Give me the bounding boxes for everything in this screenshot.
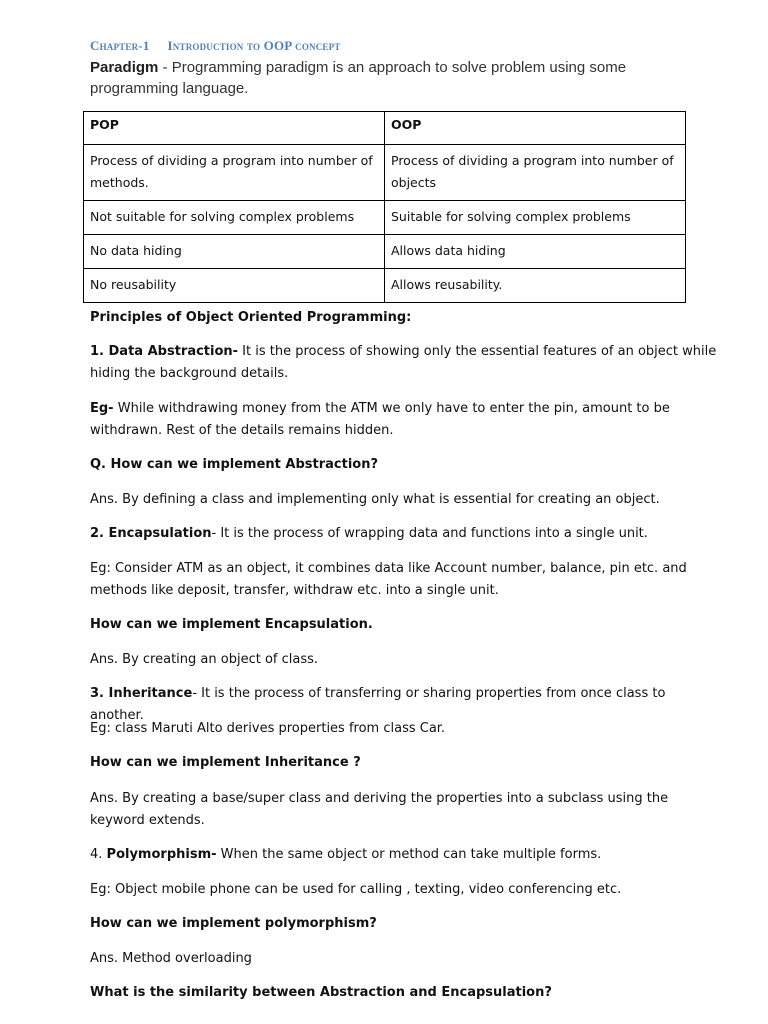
chapter-title: Introduction to OOP concept	[167, 38, 341, 53]
table-cell: No reusability	[84, 269, 385, 303]
table-row	[84, 145, 686, 201]
pop-oop-comparison-table	[83, 111, 686, 303]
table-cell: Not suitable for solving complex problems	[84, 201, 385, 235]
encapsulation-example: Eg: Consider ATM as an object, it combines data like Account number, balance, pin etc. and methods like deposit, transfer, withdraw etc. into a single unit.	[90, 561, 687, 598]
table-cell: Process of dividing a program into number of methods.	[84, 145, 385, 201]
polymorphism-title: Polymorphism-	[106, 847, 217, 862]
encapsulation-answer: Ans. By creating an object of class.	[90, 652, 319, 667]
table-header-oop: OOP	[385, 112, 686, 145]
chapter-number: Chapter-1	[90, 38, 150, 53]
abstraction-example-text: While withdrawing money from the ATM we only have to enter the pin, amount to be withdrawn. Rest of the details remains hidden.	[90, 401, 670, 438]
polymorphism-text: When the same object or method can take multiple forms.	[216, 847, 602, 862]
encapsulation-title: 2. Encapsulation	[90, 526, 212, 541]
table-cell: Allows data hiding	[385, 235, 686, 269]
encapsulation-paragraph	[90, 523, 720, 545]
table-cell: Process of dividing a program into number of objects	[385, 145, 686, 201]
abstraction-text: It is the process of showing only the essential features of an object while hiding the background details.	[90, 344, 717, 381]
encapsulation-text: - It is the process of wrapping data and functions into a single unit.	[211, 526, 648, 541]
abstraction-question: Q. How can we implement Abstraction?	[90, 457, 379, 472]
table-row	[84, 201, 686, 235]
table-header-row	[84, 112, 686, 145]
inheritance-text: - It is the process of transferring or sharing properties from once class to another.	[90, 686, 666, 723]
inheritance-example: Eg: class Maruti Alto derives properties from class Car.	[90, 721, 446, 736]
polymorphism-question: How can we implement polymorphism?	[90, 916, 377, 931]
similarity-question: What is the similarity between Abstraction and Encapsulation?	[90, 985, 552, 1000]
table-cell: Suitable for solving complex problems	[385, 201, 686, 235]
abstraction-paragraph	[90, 341, 720, 385]
table-row	[84, 269, 686, 303]
principles-heading: Principles of Object Oriented Programming:	[90, 310, 412, 325]
table-row	[84, 235, 686, 269]
table-cell: No data hiding	[84, 235, 385, 269]
polymorphism-answer: Ans. Method overloading	[90, 951, 252, 966]
inheritance-title: 3. Inheritance	[90, 686, 193, 701]
paradigm-term: Paradigm	[90, 59, 159, 76]
polymorphism-number: 4.	[90, 847, 107, 862]
abstraction-example	[90, 398, 720, 442]
abstraction-example-label: Eg-	[90, 401, 114, 416]
inheritance-answer: Ans. By creating a base/super class and deriving the properties into a subclass using the keyword extends.	[90, 791, 669, 828]
encapsulation-question: How can we implement Encapsulation.	[90, 617, 373, 632]
paradigm-text: - Programming paradigm is an approach to solve problem using some programming language.	[90, 59, 627, 97]
polymorphism-example: Eg: Object mobile phone can be used for calling , texting, video conferencing etc.	[90, 882, 622, 897]
chapter-heading	[90, 38, 341, 54]
table-cell: Allows reusability.	[385, 269, 686, 303]
paradigm-definition	[90, 57, 690, 99]
polymorphism-paragraph	[90, 844, 720, 866]
inheritance-question: How can we implement Inheritance ?	[90, 755, 361, 770]
table-header-pop: POP	[84, 112, 385, 145]
abstraction-title: 1. Data Abstraction-	[90, 344, 239, 359]
abstraction-answer: Ans. By defining a class and implementing only what is essential for creating an object.	[90, 492, 660, 507]
